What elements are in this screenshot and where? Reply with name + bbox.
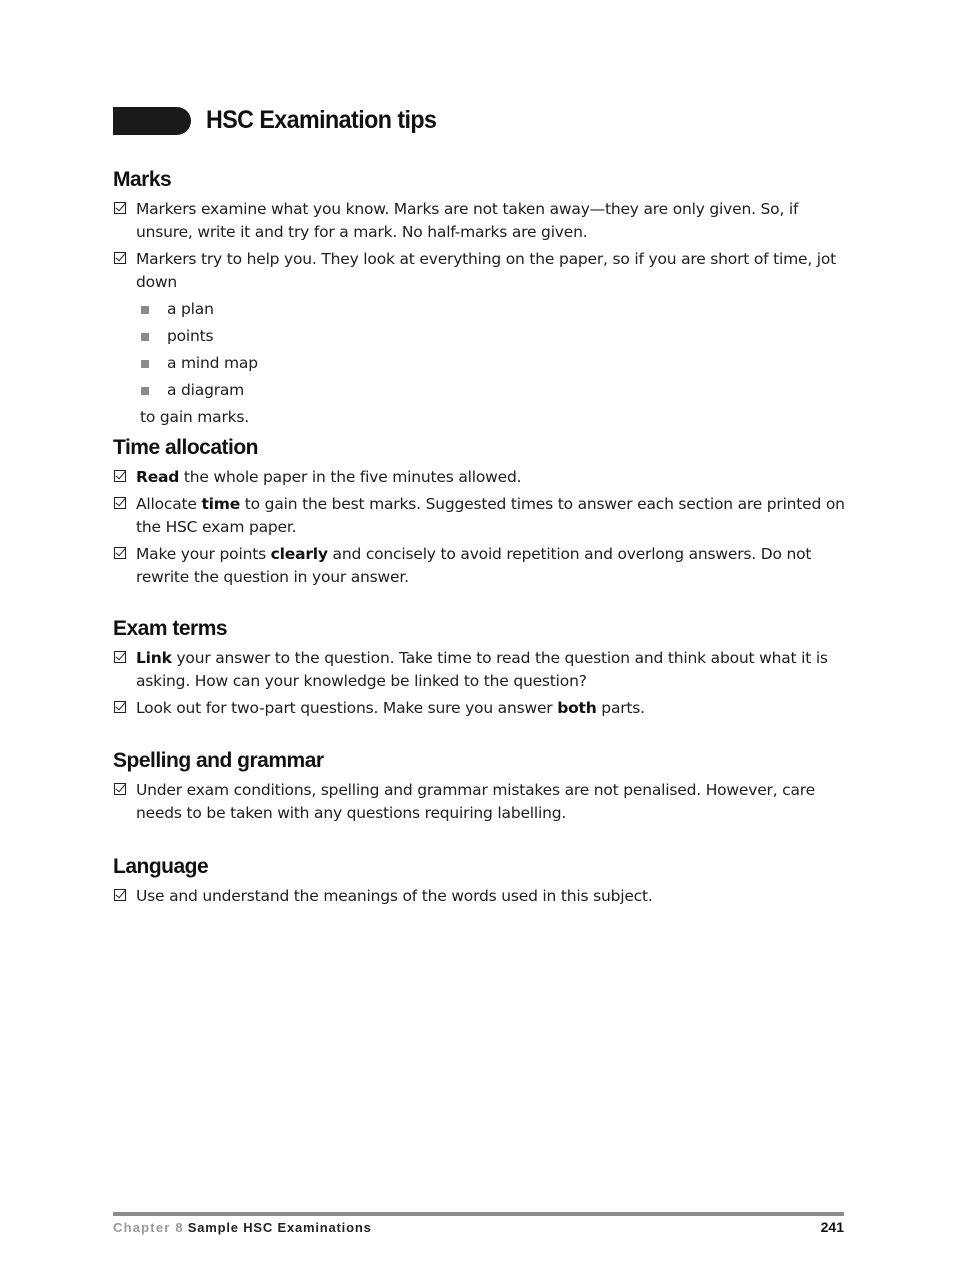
tip-item	[113, 493, 853, 539]
tip-keyword: Link	[136, 649, 172, 667]
list-item-text: a plan	[167, 300, 214, 318]
bullet-list	[113, 298, 853, 402]
tip-item	[113, 466, 853, 489]
tip-item	[113, 647, 853, 693]
page-number: 241	[820, 1219, 844, 1235]
tip-item	[113, 198, 853, 244]
checkbox-icon	[114, 497, 126, 509]
section-heading: Spelling and grammar	[113, 749, 324, 772]
list-item-text: points	[167, 327, 214, 345]
tip-keyword: both	[557, 699, 597, 717]
checkbox-icon	[114, 470, 126, 482]
checkbox-icon	[114, 783, 126, 795]
footer-chapter	[113, 1220, 372, 1235]
list-continuation: to gain marks.	[140, 408, 250, 426]
checkbox-icon	[114, 889, 126, 901]
list-item	[113, 352, 853, 375]
list-item	[113, 325, 853, 348]
tip-text: the whole paper in the five minutes allowed.	[179, 468, 522, 486]
title-bar-decoration	[113, 107, 191, 135]
section-spelling-grammar	[113, 749, 853, 829]
section-time-allocation	[113, 436, 853, 593]
tip-text: Look out for two-part questions. Make sure you answer	[136, 699, 558, 717]
section-heading: Marks	[113, 168, 172, 191]
list-item	[113, 379, 853, 402]
section-heading: Exam terms	[113, 617, 228, 640]
tip-item	[113, 697, 853, 720]
page-title: HSC Examination tips	[206, 106, 437, 134]
section-marks	[113, 168, 853, 429]
tip-text: Under exam conditions, spelling and grammar mistakes are not penalised. However, care needs to be taken with any questions requiring labelling.	[136, 781, 815, 822]
tip-keyword: clearly	[270, 545, 328, 563]
section-language	[113, 855, 853, 912]
tip-text: your answer to the question. Take time to read the question and think about what it is asking. How can your knowledge be linked to the question?	[136, 649, 828, 690]
section-heading: Language	[113, 855, 209, 878]
square-bullet-icon	[141, 360, 149, 368]
title-row	[113, 106, 454, 135]
square-bullet-icon	[141, 387, 149, 395]
tip-text: Markers try to help you. They look at everything on the paper, so if you are short of time, jot down	[136, 250, 837, 291]
list-item	[113, 298, 853, 321]
checkbox-icon	[114, 252, 126, 264]
tip-item	[113, 543, 853, 589]
tip-item	[113, 779, 853, 825]
list-item-text: a diagram	[167, 381, 245, 399]
list-item-text: a mind map	[167, 354, 258, 372]
tip-text: Use and understand the meanings of the words used in this subject.	[136, 887, 653, 905]
chapter-title: Sample HSC Examinations	[187, 1220, 372, 1235]
tip-text: Make your points	[136, 545, 271, 563]
tip-keyword: Read	[136, 468, 180, 486]
square-bullet-icon	[141, 333, 149, 341]
tip-item	[113, 885, 853, 908]
tip-text: Markers examine what you know. Marks are not taken away—they are only given. So, if unsure, write it and try for a mark. No half-marks are given.	[136, 200, 799, 241]
tip-text: Allocate	[136, 495, 202, 513]
footer-rule	[113, 1212, 844, 1216]
tip-keyword: time	[201, 495, 241, 513]
checkbox-icon	[114, 701, 126, 713]
checkbox-icon	[114, 202, 126, 214]
section-heading: Time allocation	[113, 436, 258, 459]
checkbox-icon	[114, 547, 126, 559]
tip-text: and concisely to avoid repetition and overlong answers. Do not rewrite the question in your answer.	[136, 545, 812, 586]
checkbox-icon	[114, 651, 126, 663]
tip-text: to gain the best marks. Suggested times to answer each section are printed on the HSC exam paper.	[136, 495, 845, 536]
section-exam-terms	[113, 617, 853, 724]
chapter-label: Chapter 8	[113, 1220, 184, 1235]
tip-text: parts.	[596, 699, 645, 717]
tip-item	[113, 248, 853, 294]
square-bullet-icon	[141, 306, 149, 314]
